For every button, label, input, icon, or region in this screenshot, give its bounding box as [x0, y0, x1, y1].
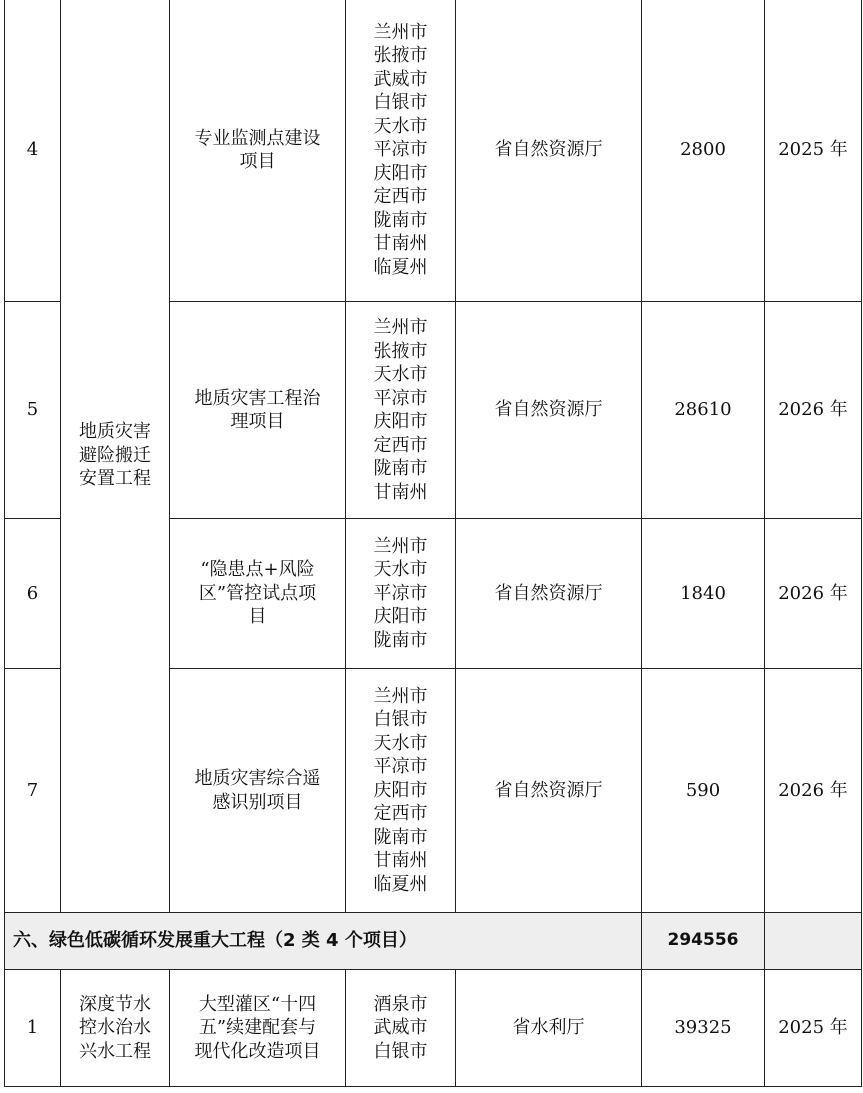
category-cell [61, 0, 170, 913]
regions-cell [346, 970, 456, 1087]
row-number: 1 [5, 970, 61, 1087]
row-number: 6 [5, 519, 61, 669]
regions-cell [346, 669, 456, 913]
investment-amount: 590 [642, 669, 765, 913]
completion-year: 2025 年 [765, 970, 862, 1087]
project-name: “隐患点+风险 区”管控试点项 目 [198, 559, 317, 628]
project-name-cell [170, 302, 346, 519]
investment-amount: 1840 [642, 519, 765, 669]
section-title: 六、绿色低碳循环发展重大工程（2 类 4 个项目） [5, 913, 642, 970]
regions-list: 兰州市 白银市 天水市 平凉市 庆阳市 定西市 陇南市 甘南州 临夏州 [373, 685, 428, 895]
project-name-cell [170, 519, 346, 669]
project-name: 地质灾害工程治 理项目 [194, 387, 321, 432]
table-row [5, 0, 862, 302]
section-header-row [5, 913, 862, 970]
regions-list: 酒泉市 武威市 白银市 [373, 993, 428, 1062]
category-name: 深度节水 控水治水 兴水工程 [79, 993, 151, 1062]
regions-list: 兰州市 张掖市 武威市 白银市 天水市 平凉市 庆阳市 定西市 陇南市 甘南州 临夏州 [373, 21, 428, 278]
category-cell [61, 970, 170, 1087]
responsible-unit: 省自然资源厅 [456, 302, 642, 519]
project-table [4, 0, 862, 1087]
category-name: 地质灾害 避险搬迁 安置工程 [79, 421, 151, 490]
table-row [5, 970, 862, 1087]
project-name-cell [170, 669, 346, 913]
responsible-unit: 省自然资源厅 [456, 0, 642, 302]
responsible-unit: 省自然资源厅 [456, 669, 642, 913]
regions-list: 兰州市 张掖市 天水市 平凉市 庆阳市 定西市 陇南市 甘南州 [373, 317, 428, 503]
responsible-unit: 省自然资源厅 [456, 519, 642, 669]
regions-cell [346, 519, 456, 669]
investment-amount: 2800 [642, 0, 765, 302]
completion-year: 2026 年 [765, 302, 862, 519]
row-number: 4 [5, 0, 61, 302]
project-name-cell [170, 0, 346, 302]
section-year [765, 913, 862, 970]
completion-year: 2026 年 [765, 669, 862, 913]
row-number: 5 [5, 302, 61, 519]
investment-amount: 28610 [642, 302, 765, 519]
row-number: 7 [5, 669, 61, 913]
regions-cell [346, 0, 456, 302]
completion-year: 2026 年 [765, 519, 862, 669]
responsible-unit: 省水利厅 [456, 970, 642, 1087]
project-name-cell [170, 970, 346, 1087]
completion-year: 2025 年 [765, 0, 862, 302]
regions-list: 兰州市 天水市 平凉市 庆阳市 陇南市 [373, 535, 428, 651]
project-name: 专业监测点建设 项目 [194, 127, 321, 172]
investment-amount: 39325 [642, 970, 765, 1087]
project-name: 大型灌区“十四 五”续建配套与 现代化改造项目 [194, 993, 321, 1062]
project-name: 地质灾害综合遥 感识别项目 [194, 768, 321, 813]
regions-cell [346, 302, 456, 519]
section-total-amount: 294556 [642, 913, 765, 970]
